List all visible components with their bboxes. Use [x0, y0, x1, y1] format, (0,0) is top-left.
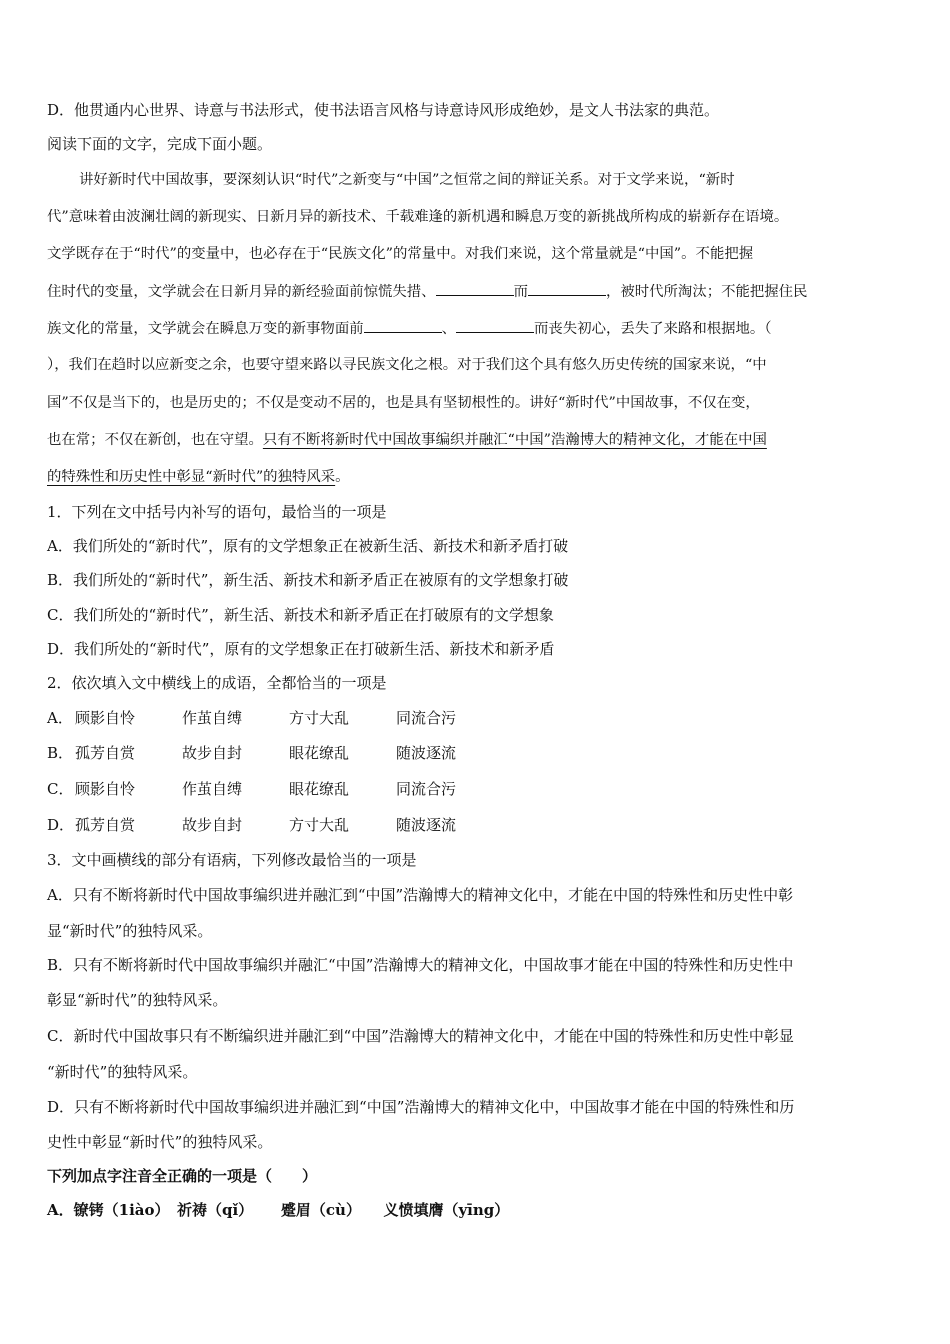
- passage-text: 也在常；不仅在新创，也在守望。: [47, 432, 263, 448]
- option-letter: C．: [47, 780, 74, 798]
- passage-line: 讲好新时代中国故事，要深刻认识“时代”之新变与“中国”之恒常之间的辩证关系。对于文学来说，“新时: [79, 172, 735, 188]
- option-d: D．我们所处的“新时代”，原有的文学想象正在打破新生活、新技术和新矛盾: [47, 640, 555, 658]
- option-letter: A．: [47, 709, 73, 727]
- passage-text: 住时代的变量，文学就会在日新月异的新经验面前惊慌失措、: [47, 284, 436, 300]
- passage-line: [47, 467, 350, 487]
- option-d-cont: 史性中彰显“新时代”的独特风采。: [47, 1133, 273, 1151]
- fill-blank-2: [528, 281, 606, 296]
- passage-line: 文学既存在于“时代”的变量中，也必存在于“民族文化”的常量中。对我们来说，这个常量就是“中国”。不能把握: [47, 246, 754, 262]
- fill-blank-4: [456, 318, 534, 333]
- underlined-sentence: 只有不断将新时代中国故事编织并融汇“中国”浩瀚博大的精神文化，才能在中国: [262, 432, 767, 448]
- option-d: [47, 815, 503, 835]
- passage-text: 、: [441, 321, 457, 337]
- underlined-sentence: 的特殊性和历史性中彰显“新时代”的独特风采: [47, 469, 336, 485]
- question-stem: 2．依次填入文中横线上的成语，全都恰当的一项是: [47, 674, 387, 692]
- option-letter: B．: [47, 744, 74, 762]
- idiom: 故步自封: [182, 744, 243, 762]
- option-b-cont: 彰显“新时代”的独特风采。: [47, 991, 228, 1009]
- passage-line: ），我们在趋时以应新变之余，也要守望来路以寻民族文化之根。对于我们这个具有悠久历史传统的国家来说，“中: [47, 357, 767, 373]
- idiom: 作茧自缚: [182, 780, 243, 798]
- passage-line: [47, 281, 807, 302]
- idiom: 顾影自怜: [75, 780, 136, 798]
- option-a: A．我们所处的“新时代”，原有的文学想象正在被新生活、新技术和新矛盾打破: [47, 537, 569, 555]
- option-c: C．新时代中国故事只有不断编织进并融汇到“中国”浩瀚博大的精神文化中，才能在中国的特殊性和历史性中彰显: [47, 1027, 794, 1045]
- passage-line: [47, 318, 771, 339]
- passage-text: 而: [513, 284, 528, 300]
- reading-instruction: 阅读下面的文字，完成下面小题。: [47, 135, 273, 153]
- option-c: C．我们所处的“新时代”，新生活、新技术和新矛盾正在打破原有的文学想象: [47, 606, 554, 624]
- option-d: D．只有不断将新时代中国故事编织进并融汇到“中国”浩瀚博大的精神文化中，中国故事才能在中国的特殊性和历: [47, 1098, 795, 1116]
- question-stem: 1．下列在文中括号内补写的语句，最恰当的一项是: [47, 503, 387, 521]
- idiom: 眼花缭乱: [289, 780, 350, 798]
- option-b: B．我们所处的“新时代”，新生活、新技术和新矛盾正在被原有的文学想象打破: [47, 571, 569, 589]
- question-stem: 3．文中画横线的部分有语病，下列修改最恰当的一项是: [47, 851, 417, 869]
- option-a: A．镣铐（1iào） 祈祷（qǐ） 蹙眉（cù） 义愤填膺（yīng）: [47, 1201, 510, 1219]
- previous-option-d: D．他贯通内心世界、诗意与书法形式，使书法语言风格与诗意诗风形成绝妙，是文人书法家的典范。: [47, 101, 720, 119]
- idiom: 同流合污: [396, 780, 457, 798]
- idiom: 同流合污: [396, 709, 457, 727]
- idiom: 方寸大乱: [289, 709, 350, 727]
- question-stem: 下列加点字注音全正确的一项是（ ）: [47, 1167, 318, 1185]
- option-c: [47, 779, 503, 799]
- idiom: 顾影自怜: [75, 709, 136, 727]
- idiom: 方寸大乱: [289, 816, 350, 834]
- passage-text: 。: [335, 469, 350, 485]
- fill-blank-3: [364, 318, 442, 333]
- option-a-cont: 显“新时代”的独特风采。: [47, 922, 213, 940]
- option-a: A．只有不断将新时代中国故事编织进并融汇到“中国”浩瀚博大的精神文化中，才能在中国的特殊性和历史性中彰: [47, 886, 794, 904]
- option-b: [47, 743, 503, 763]
- option-a: [47, 708, 503, 728]
- passage-line: 国”不仅是当下的，也是历史的；不仅是变动不居的，也是具有坚韧根性的。讲好“新时代”中国故事，不仅在变，: [47, 395, 760, 411]
- idiom: 故步自封: [182, 816, 243, 834]
- option-b: B．只有不断将新时代中国故事编织并融汇“中国”浩瀚博大的精神文化，中国故事才能在中国的特殊性和历史性中: [47, 956, 794, 974]
- passage-line: [47, 430, 767, 450]
- fill-blank-1: [436, 281, 514, 296]
- idiom: 孤芳自赏: [75, 816, 136, 834]
- passage-text: ，被时代所淘汰；不能把握住民: [605, 284, 808, 300]
- passage-text: 而丧失初心，丢失了来路和根据地。（: [534, 321, 772, 337]
- idiom: 眼花缭乱: [289, 744, 350, 762]
- idiom: 随波逐流: [396, 744, 457, 762]
- option-c-cont: “新时代”的独特风采。: [47, 1063, 198, 1081]
- passage-text: 族文化的常量，文学就会在瞬息万变的新事物面前: [47, 321, 364, 337]
- idiom: 孤芳自赏: [75, 744, 136, 762]
- idiom: 作茧自缚: [182, 709, 243, 727]
- option-letter: D．: [47, 816, 75, 834]
- passage-line: 代”意味着由波澜壮阔的新现实、日新月异的新技术、千载难逢的新机遇和瞬息万变的新挑战所构成的崭新存在语境。: [47, 209, 789, 225]
- idiom: 随波逐流: [396, 816, 457, 834]
